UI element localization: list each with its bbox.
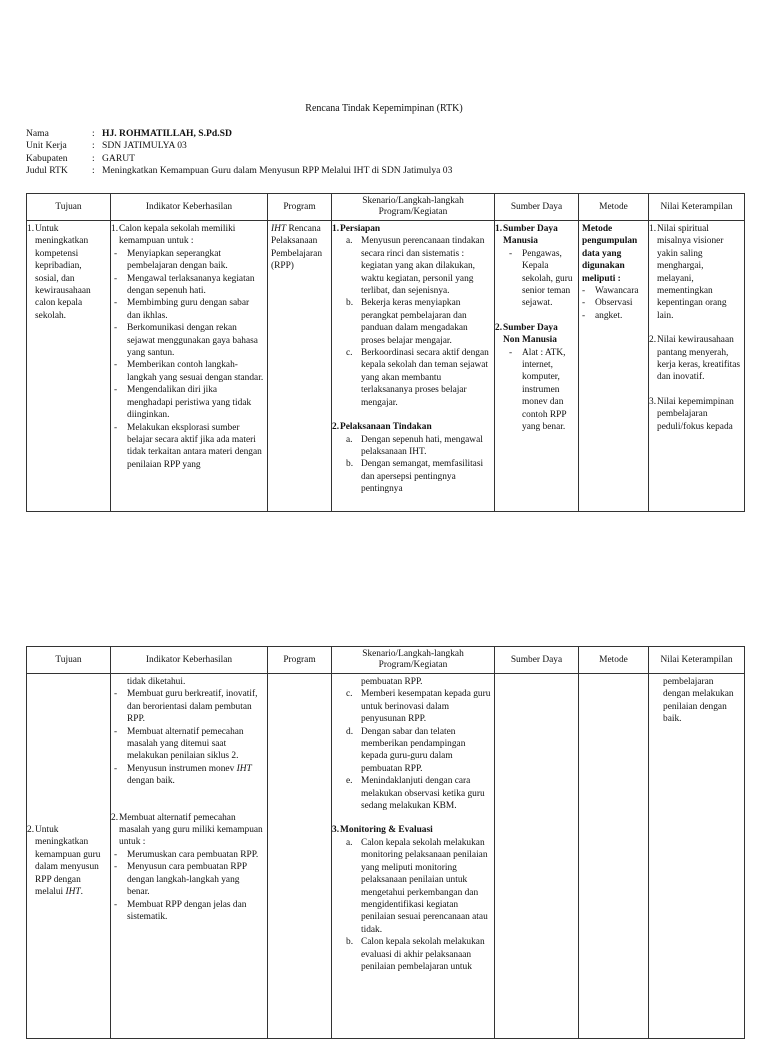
nilai-3: 3. Nilai kepemimpinan pembelajaran peduli/fokus kepada: [649, 396, 734, 432]
skenario-2-heading: 2. Pelaksanaan Tindakan: [332, 422, 432, 433]
sumber-1-heading: 1. Sumber Daya Manusia: [495, 224, 558, 247]
list-item: c. Memberi kesempatan kepada guru untuk berinovasi dalam penyusunan RPP.: [346, 689, 491, 725]
list-item: e. Menindaklanjuti dengan cara melakukan observasi ketika guru sedang melakukan KBM.: [346, 776, 485, 812]
header-row-unit: Unit Kerja : SDN JATIMULYA 03: [26, 140, 187, 152]
list-item: d. Dengan sabar dan telaten memberikan pendampingan kepada guru-guru dalam pembuatan RPP.: [346, 726, 466, 774]
list-item: b. Calon kepala sekolah melakukan evaluasi di akhir pelaksanaan penilaian pembelajaran untuk: [346, 937, 485, 972]
indikator-1: 1. Calon kepala sekolah memiliki kemampuan untuk :: [111, 224, 236, 247]
header-row-kabupaten: Kabupaten : GARUT: [26, 152, 136, 164]
tujuan-1: 1. Untuk meningkatkan kompetensi kepribadian, sosial, dan kewirausahaan calon kepala sekolah.: [27, 224, 91, 321]
list-item: a. Menyusun perencanaan tindakan secara rinci dan sistematis : kegiatan yang akan dilakukan, waktu kegiatan, personil yang terlibat, dan sejenisnya.: [346, 236, 485, 297]
list-item: - angket.: [582, 310, 623, 321]
list-item: - Mengawal terlaksananya kegiatan dengan sepenuh hati.: [114, 273, 255, 297]
list-item: - Menyusun cara pembuatan RPP dengan langkah-langkah yang benar.: [114, 862, 247, 898]
list-item: - Menyiapkan seperangkat pembelajaran dengan baik.: [114, 248, 228, 272]
nilai-1: 1. Nilai spiritual misalnya visioner yakin saling menghargai, melayani, mementingkan kepentingan orang lain.: [649, 224, 727, 321]
indikator-2: 2. Membuat alternatif pemecahan masalah yang guru miliki kemampuan untuk :: [111, 812, 263, 848]
col-header-sumber: Sumber Daya: [495, 647, 579, 674]
col-header-program: Program: [268, 194, 332, 221]
sumber-2-heading: 2. Sumber Daya Non Manusia: [495, 322, 558, 346]
list-item: b. Bekerja keras menyiapkan perangkat pembelajaran dan panduan dalam mengadakan proses belajar mengajar.: [346, 298, 468, 346]
table-header-row: [27, 194, 745, 221]
list-item: - Berkomunikasi dengan rekan sejawat menggunakan gaya bahasa yang santun.: [114, 323, 258, 359]
col-header-skenario: Skenario/Langkah-langkah Program/Kegiatan: [332, 647, 495, 674]
tujuan-2: 2. Untuk meningkatkan kemampuan guru dalam menyusun RPP dengan melalui IHT.: [27, 825, 101, 898]
document-title: Rencana Tindak Kepemimpinan (RTK): [305, 103, 463, 114]
list-item: - Pengawas, Kepala sekolah, guru senior teman sejawat.: [509, 248, 573, 309]
col-header-indikator: Indikator Keberhasilan: [111, 647, 268, 674]
table-header-row: [27, 647, 745, 674]
col-header-sumber: Sumber Daya: [495, 194, 579, 221]
col-header-tujuan: Tujuan: [27, 194, 111, 221]
list-item: - Wawancara: [582, 286, 639, 297]
col-header-metode: Metode: [579, 194, 649, 221]
header-row-nama: Nama : HJ. ROHMATILLAH, S.Pd.SD: [26, 128, 232, 139]
col-header-indikator: Indikator Keberhasilan: [111, 194, 268, 221]
rtk-table-page2: [26, 646, 745, 1039]
nilai-cont: pembelajaran dengan melakukan penilaian dengan baik.: [663, 677, 734, 725]
col-header-nilai: Nilai Keterampilan: [649, 647, 745, 674]
table-row: [27, 674, 745, 1039]
col-header-metode: Metode: [579, 647, 649, 674]
metode-heading: Metode pengumpulan data yang digunakan meliputi :: [582, 224, 638, 284]
list-item: - Membuat RPP dengan jelas dan sistematik.: [114, 899, 247, 922]
skenario-3-heading: 3. Monitoring & Evaluasi: [332, 825, 433, 836]
list-item: - Memberikan contoh langkah-langkah yang sesuai dengan standar.: [114, 360, 264, 383]
list-item: a. Calon kepala sekolah melakukan monitoring pelaksanaan penilaian yang meliputi monitoring pelaksanaan penilaian untuk mengetahui perkembangan dan mengidentifikasi kegiatan penilaian sesuai perencanaan atau tidak.: [346, 837, 488, 935]
list-item: - Melakukan eksplorasi sumber belajar secara aktif jika ada materi tidak terkaitan antara materi dengan penilaian RPP yang: [114, 422, 262, 470]
col-header-nilai: Nilai Keterampilan: [649, 194, 745, 221]
col-header-skenario: Skenario/Langkah-langkah Program/Kegiatan: [332, 194, 495, 221]
list-item: a. Dengan sepenuh hati, mengawal pelaksanaan IHT.: [346, 434, 483, 457]
header-kabupaten-value: GARUT: [102, 152, 136, 164]
skenario-cont-lead: pembuatan RPP.: [361, 677, 423, 687]
indikator-cont-lead: tidak diketahui.: [127, 677, 186, 687]
header-unit-value: SDN JATIMULYA 03: [102, 140, 187, 152]
header-row-judul: Judul RTK : Meningkatkan Kemampuan Guru dalam Menyusun RPP Melalui IHT di SDN Jatimulya 03: [26, 164, 453, 176]
list-item: c. Berkoordinasi secara aktif dengan kepala sekolah dan teman sejawat yang akan membantu terlaksananya proses belajar mengajar.: [346, 348, 489, 408]
list-item: - Alat : ATK, internet, komputer, instrumen monev dan contoh RPP yang benar.: [509, 347, 567, 433]
col-header-program: Program: [268, 647, 332, 674]
list-item: b. Dengan semangat, memfasilitasi dan apersepsi pentingnya pentingnya: [346, 459, 484, 495]
rtk-table-page1: [26, 193, 745, 512]
list-item: - Merumuskan cara pembuatan RPP.: [114, 849, 259, 860]
col-header-tujuan: Tujuan: [27, 647, 111, 674]
list-item: - Menyusun instrumen monev IHT dengan baik.: [114, 763, 252, 787]
program-cell: IHT Rencana Pelaksanaan Pembelajaran (RPP): [271, 224, 323, 272]
header-info: [26, 128, 452, 177]
header-judul-value: Meningkatkan Kemampuan Guru dalam Menyusun RPP Melalui IHT di SDN Jatimulya 03: [102, 164, 453, 176]
list-item: - Membuat guru berkreatif, inovatif, dan berorientasi dalam pembutan RPP.: [114, 689, 258, 725]
list-item: - Membimbing guru dengan sabar dan ikhlas.: [114, 298, 250, 321]
list-item: - Mengendalikan diri jika menghadapi peristiwa yang tidak diinginkan.: [114, 385, 252, 421]
nilai-2: 2. Nilai kewirausahaan pantang menyerah, kerja keras, kreatifitas dan inovatif.: [649, 335, 741, 383]
list-item: - Observasi: [582, 298, 633, 309]
table-row: [27, 221, 745, 512]
list-item: - Membuat alternatif pemecahan masalah yang ditemui saat melakukan penilaian siklus 2.: [114, 726, 244, 762]
skenario-1-heading: 1. Persiapan: [332, 224, 381, 234]
header-nama-value: HJ. ROHMATILLAH, S.Pd.SD: [102, 128, 232, 139]
